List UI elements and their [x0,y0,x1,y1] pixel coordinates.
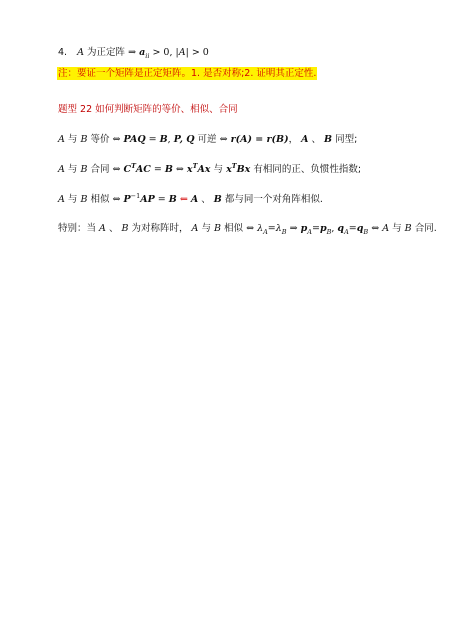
similarity-line [58,193,323,206]
item-number: 4. [58,47,68,58]
math-B: B [213,194,222,205]
math-A: A [190,194,199,205]
text-with: 与 [67,134,78,145]
implies-symbol: ⇒ [289,223,298,234]
text-special-lead: 特别：当 [58,223,97,234]
iff-symbol: ⇔ [112,194,121,205]
heading-text: 题型 22 如何判断矩阵的等价、相似、合同 [58,104,238,115]
math-sub-B: B [363,227,369,236]
math-equals: = [311,223,320,234]
special-case-line [58,222,437,235]
math-q: q [337,223,345,234]
highlighted-note: 注：要证一个矩阵是正定矩阵。1. 是否对称;2. 证明其正定性. [58,68,317,79]
math-B: B [168,194,177,205]
math-sub-A: A [344,227,349,236]
math-sub-A: A [307,227,312,236]
iff-symbol: ⇔ [112,134,121,145]
math-equals: = [348,223,357,234]
math-equals: = [145,134,160,145]
math-PQ: P, Q [173,134,195,145]
math-x: x [226,164,232,175]
text-sep: 、 [308,134,322,145]
math-Bx: Bx [236,164,251,175]
text-relation: 相似 [224,223,244,234]
iff-symbol: ⇔ [219,134,228,145]
math-A: A [58,164,65,175]
math-Ax: Ax [197,164,211,175]
text-symmetric: 为对称阵时， [131,223,189,234]
text-diagonal: 都与同一个对角阵相似. [224,194,323,205]
math-A: A [191,223,199,234]
math-comma: , [167,134,174,145]
text-inertia: 有相同的正、负惯性指数; [253,164,362,175]
math-B: B [164,164,173,175]
math-B: B [80,194,88,205]
math-equals: = [154,194,169,205]
math-B: B [80,164,88,175]
math-x: x [186,164,193,175]
text-with: 与 [213,164,224,175]
text-punct: ， [288,134,299,145]
math-lambda: λ [257,223,264,234]
math-A: A [58,194,65,205]
math-B: B [121,223,129,234]
item-4-text: 为正定阵 [87,47,126,58]
math-equals: = [267,223,276,234]
math-A: A [77,47,85,58]
note-line [57,67,317,80]
math-B: B [404,223,412,234]
implied-by-symbol: ⇐ [179,194,188,205]
math-sub-B: B [326,227,332,236]
iff-symbol: ⇔ [246,223,255,234]
math-sub-A: A [263,227,268,236]
math-sup-T: T [231,161,237,170]
math-B: B [214,223,221,234]
section-heading [58,103,238,116]
math-A: A [301,134,309,145]
math-q: q [356,223,364,234]
text-relation: 等价 [90,134,110,145]
text-with: 与 [67,164,78,175]
math-p: p [300,223,308,234]
math-gt0-b: > 0 [191,47,209,58]
text-with: 与 [67,194,78,205]
math-p: p [319,223,327,234]
text-relation: 合同 [90,164,110,175]
math-A: A [99,223,106,234]
math-lambda: λ [275,223,282,234]
math-rank-equality: r(A) = r(B) [230,134,289,145]
math-det-A: |A| [175,47,189,58]
text-relation: 相似 [90,194,110,205]
math-sup-inverse: −1 [130,191,141,200]
math-B: B [159,134,168,145]
math-P: P [123,194,131,205]
text-invertible: 可逆 [197,134,217,145]
math-A: A [58,134,65,145]
text-with: 与 [201,223,211,234]
math-a: a [139,47,146,58]
implies-symbol: ⇒ [128,47,137,58]
math-B: B [324,134,333,145]
math-equals: = [150,164,165,175]
math-AC: AC [135,164,151,175]
text-sep: 、 [105,223,119,234]
math-gt0-a: > 0, [152,47,173,58]
congruence-line [58,163,361,176]
iff-symbol: ⇔ [371,223,380,234]
math-sub-ii: ii [145,51,150,60]
text-congruent: 合同. [414,223,437,234]
math-sub-B: B [281,227,287,236]
math-sup-T: T [131,161,136,170]
math-C: C [123,164,132,175]
iff-symbol: ⇔ [175,164,184,175]
text-sep: 、 [198,194,211,205]
math-B: B [80,134,88,145]
text-same-shape: 同型; [335,134,358,145]
math-A: A [382,223,390,234]
math-sup-T: T [192,161,198,170]
math-PAQ: PAQ [123,134,146,145]
text-with: 与 [392,223,402,234]
math-comma: , [331,223,338,234]
math-AP: AP [140,194,155,205]
equivalence-line [58,133,357,146]
item-4-line [58,46,209,59]
iff-symbol: ⇔ [112,164,121,175]
